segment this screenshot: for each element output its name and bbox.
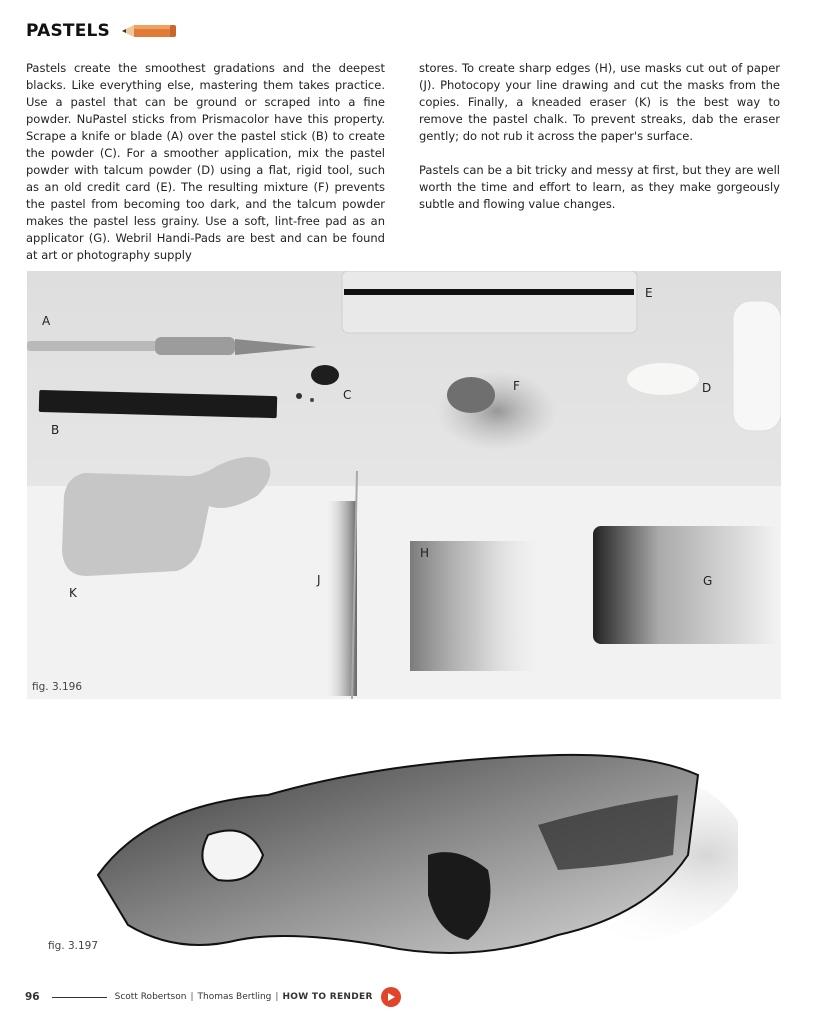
label-d: D xyxy=(702,381,712,395)
label-a: A xyxy=(42,314,51,328)
label-j: J xyxy=(317,573,321,587)
car-sketch-illustration xyxy=(88,745,738,995)
footer-rule xyxy=(52,997,107,998)
figure-caption: fig. 3.197 xyxy=(48,940,99,952)
label-g: G xyxy=(703,574,713,588)
page-header xyxy=(26,21,178,41)
paragraph: Pastels can be a bit tricky and messy at first, but they are well worth the time and effort to learn, as they make gorgeously subtle and flowing value changes. xyxy=(419,163,780,211)
label-c: C xyxy=(343,388,352,402)
page-number: 96 xyxy=(25,991,40,1003)
play-icon xyxy=(381,987,401,1007)
page-footer xyxy=(25,986,405,1008)
figure-caption: fig. 3.196 xyxy=(32,681,83,693)
label-e: E xyxy=(645,286,653,300)
page-title: PASTELS xyxy=(26,21,110,41)
paragraph: stores. To create sharp edges (H), use masks cut out of paper (J). Photocopy your line drawing and cut the masks from the copies. Finally, a kneaded eraser (K) is the best way to remove the pastel chalk. To prevent streaks, dab the eraser gently; do not rub it across the paper's surface. xyxy=(419,61,780,143)
book-title: HOW TO RENDER xyxy=(282,992,373,1002)
separator: | xyxy=(275,992,279,1002)
label-h: H xyxy=(420,546,430,560)
separator: | xyxy=(190,992,194,1002)
author-name: Scott Robertson xyxy=(114,992,187,1002)
text-column-right xyxy=(419,60,780,213)
paragraph: Pastels create the smoothest gradations and the deepest blacks. Like everything else, mastering them takes practice. Use a pastel that can be ground or scraped into a fine powder. NuPastel sticks from Prismacolor have this property. Scrape a knife or blade (A) over the pastel stick (B) to create the powder (C). For a smoother application, mix the pastel powder with talcum powder (D) using a flat, rigid tool, such as an old credit card (E). The resulting mixture (F) prevents the pastel from becoming too dark, and the talcum powder makes the pastel less grainy. Use a soft, lint-free pad as an applicator (G). Webril Handi-Pads are best and can be found at art or photography supply xyxy=(26,61,385,262)
label-k: K xyxy=(69,586,77,600)
label-f: F xyxy=(513,379,520,393)
author-name: Thomas Bertling xyxy=(197,992,272,1002)
text-column-left xyxy=(26,60,385,264)
pencil-icon xyxy=(120,22,178,40)
label-b: B xyxy=(51,423,60,437)
pastel-tools-photo xyxy=(27,271,781,699)
pastel-tools-illustration xyxy=(27,271,781,699)
